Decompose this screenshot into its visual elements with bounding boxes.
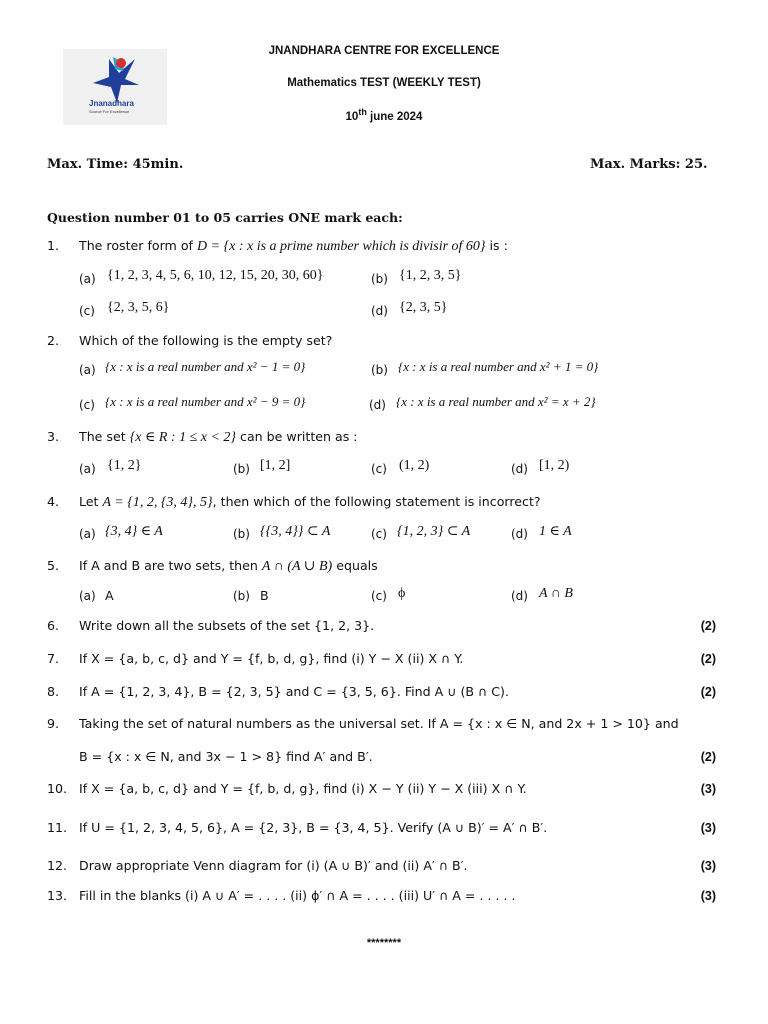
question-marks: (2) [700,685,716,699]
option-label: (a) [79,272,96,286]
question-marks: (3) [700,889,716,903]
question-number: 3. [47,429,60,444]
option-value: {x : x is a real number and x² + 1 = 0} [398,359,599,374]
option-value: {1, 2} [107,458,142,473]
logo-text: Jnanadhara [89,99,134,108]
option-value: {1, 2, 3, 5} [399,268,462,283]
option-value: {x : x is a real number and x² − 1 = 0} [105,359,306,374]
option-value: {1, 2, 3, 4, 5, 6, 10, 12, 15, 20, 30, 60} [107,268,324,283]
option-value: {{3, 4}} ⊂ A [260,524,331,539]
option-value: {2, 3, 5} [399,300,448,315]
question-number: 10. [47,781,68,796]
question-marks: (2) [700,652,716,666]
question-marks: (2) [700,750,716,764]
question-number: 11. [47,820,68,835]
question-text: The set {x ∈ R : 1 ≤ x < 2} can be written as : [79,429,358,445]
option-value: B [260,588,269,603]
test-date: 10th june 2024 [345,107,423,123]
option-value: A [105,588,114,603]
option-label: (d) [511,527,528,541]
option-value: {1, 2, 3} ⊂ A [397,524,471,539]
option-label: (c) [371,527,387,541]
option-value: [1, 2) [539,458,570,473]
question-number: 2. [47,333,60,348]
question-marks: (2) [700,619,716,633]
question-text: Taking the set of natural numbers as the universal set. If A = {x : x ∈ N, and 2x + 1 > 10} and [79,716,679,731]
question-number: 9. [47,716,60,731]
question-text: If X = {a, b, c, d} and Y = {f, b, d, g}, find (i) X − Y (ii) Y − X (iii) X ∩ Y. [79,781,527,796]
question-text: Fill in the blanks (i) A ∪ A′ = . . . . (ii) ϕ′ ∩ A = . . . . (iii) U′ ∩ A = . . . . . [79,888,516,903]
option-label: (b) [371,272,388,286]
option-label: (b) [233,462,250,476]
option-label: (d) [369,398,386,412]
option-label: (d) [511,589,528,603]
question-number: 6. [47,618,60,633]
option-value: 1 ∈ A [539,524,572,539]
option-value: {x : x is a real number and x² = x + 2} [396,394,596,409]
option-value: {3, 4} ∈ A [105,524,163,539]
option-label: (b) [233,527,250,541]
option-label: (a) [79,589,96,603]
option-label: (c) [371,462,387,476]
section-heading: Question number 01 to 05 carries ONE mark each: [47,210,403,225]
question-number: 7. [47,651,60,666]
logo-tagline: Source For Excellence [89,109,130,114]
option-label: (d) [511,462,528,476]
question-number: 8. [47,684,60,699]
option-value: A ∩ B [539,586,573,601]
question-text: Which of the following is the empty set? [79,333,333,348]
institute-title: JNANDHARA CENTRE FOR EXCELLENCE [268,45,500,57]
max-time: Max. Time: 45min. [47,157,184,172]
footer-stars: ******** [366,937,402,949]
question-text: If A and B are two sets, then A ∩ (A ∪ B) equals [79,558,378,574]
question-marks: (3) [700,859,716,873]
question-number: 5. [47,558,60,573]
option-value: {2, 3, 5, 6} [107,300,170,315]
option-label: (c) [79,398,95,412]
option-label: (c) [371,589,387,603]
option-label: (a) [79,363,96,377]
question-number: 1. [47,238,60,253]
question-marks: (3) [700,821,716,835]
option-label: (a) [79,462,96,476]
question-number: 4. [47,494,60,509]
question-number: 12. [47,858,68,873]
option-label: (b) [371,363,388,377]
option-value: ϕ [398,586,406,601]
question-text: Draw appropriate Venn diagram for (i) (A ∪ B)′ and (ii) A′ ∩ B′. [79,858,468,873]
option-label: (b) [233,589,250,603]
question-text: If A = {1, 2, 3, 4}, B = {2, 3, 5} and C = {3, 5, 6}. Find A ∪ (B ∩ C). [79,684,509,699]
question-text-continued: B = {x : x ∈ N, and 3x − 1 > 8} find A′ and B′. [79,749,373,764]
question-number: 13. [47,888,68,903]
test-title: Mathematics TEST (WEEKLY TEST) [287,77,481,89]
question-marks: (3) [700,782,716,796]
question-text: If U = {1, 2, 3, 4, 5, 6}, A = {2, 3}, B = {3, 4, 5}. Verify (A ∪ B)′ = A′ ∩ B′. [79,820,548,835]
question-text: Let A = {1, 2, {3, 4}, 5}, then which of the following statement is incorrect? [79,494,541,510]
option-label: (d) [371,304,388,318]
option-value: (1, 2) [399,458,430,473]
option-value: {x : x is a real number and x² − 9 = 0} [105,394,306,409]
question-text: Write down all the subsets of the set {1, 2, 3}. [79,618,375,633]
option-label: (c) [79,304,95,318]
option-label: (a) [79,527,96,541]
question-text: The roster form of D = {x : x is a prime number which is divisir of 60} is : [79,238,508,254]
max-marks: Max. Marks: 25. [590,157,708,172]
question-text: If X = {a, b, c, d} and Y = {f, b, d, g}, find (i) Y − X (ii) X ∩ Y. [79,651,464,666]
option-value: [1, 2] [260,458,291,473]
